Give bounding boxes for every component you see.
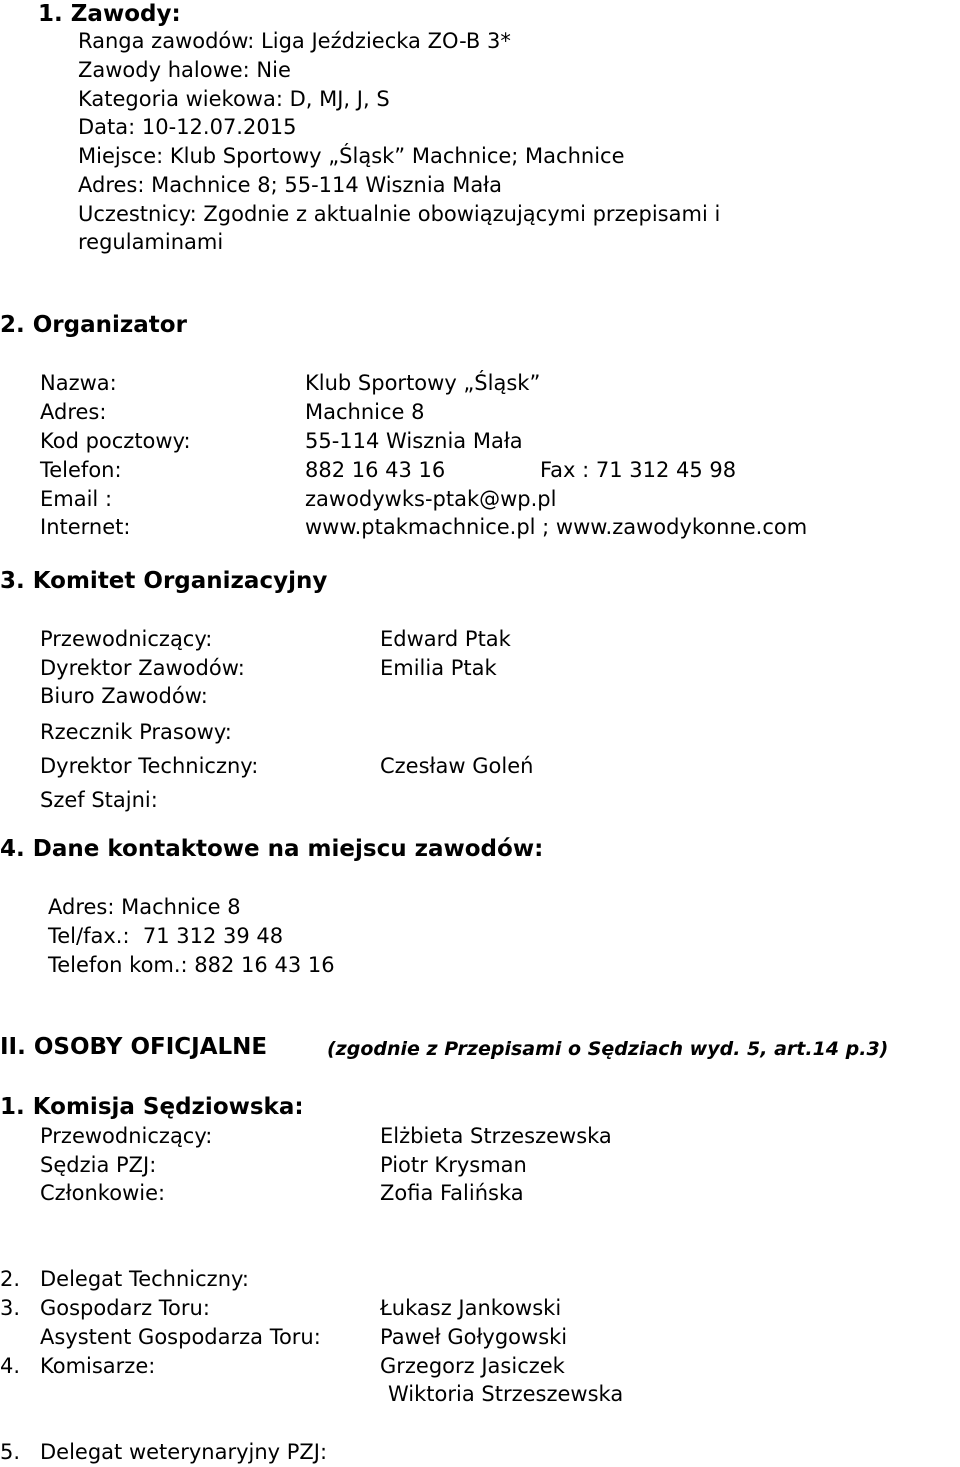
contact-telfax: Tel/fax.: 71 312 39 48 (48, 924, 284, 948)
committee-value-director: Emilia Ptak (380, 656, 497, 680)
judges-value-chair: Elżbieta Strzeszewska (380, 1124, 612, 1148)
section-1-heading: 1. Zawody: (38, 1, 181, 27)
item-3b-value: Paweł Gołygowski (380, 1325, 568, 1349)
item-2-num: 2. (0, 1267, 21, 1291)
org-label-address: Adres: (40, 400, 107, 424)
item-2-label: Delegat Techniczny: (40, 1267, 249, 1291)
officials-note: (zgodnie z Przepisami o Sędziach wyd. 5, art.14 p.3) (327, 1038, 889, 1060)
committee-label-press: Rzecznik Prasowy: (40, 720, 232, 744)
org-label-postcode: Kod pocztowy: (40, 429, 191, 453)
indoor-line: Zawody halowe: Nie (78, 58, 291, 82)
competition-rank-line: Ranga zawodów: Liga Jeździecka ZO-B 3* (78, 29, 511, 53)
org-label-name: Nazwa: (40, 371, 117, 395)
item-5-num: 5. (0, 1440, 21, 1464)
item-3-num: 3. (0, 1296, 21, 1320)
judges-value-members: Zofia Falińska (380, 1181, 524, 1205)
judges-label-members: Członkowie: (40, 1181, 166, 1205)
org-value-phone: 882 16 43 16 (305, 458, 446, 482)
org-value-address: Machnice 8 (305, 400, 425, 424)
org-value-internet: www.ptakmachnice.pl ; www.zawodykonne.com (305, 515, 808, 539)
committee-value-technical: Czesław Goleń (380, 754, 534, 778)
participants-line: Uczestnicy: Zgodnie z aktualnie obowiązującymi przepisami i (78, 202, 721, 226)
judges-label-chair: Przewodniczący: (40, 1124, 213, 1148)
org-value-postcode: 55-114 Wisznia Mała (305, 429, 523, 453)
participants-line-cont: regulaminami (78, 230, 224, 254)
judges-heading: 1. Komisja Sędziowska: (0, 1094, 304, 1120)
org-label-phone: Telefon: (40, 458, 122, 482)
item-4-value: Grzegorz Jasiczek (380, 1354, 565, 1378)
date-line: Data: 10-12.07.2015 (78, 115, 297, 139)
item-4b-value: Wiktoria Strzeszewska (388, 1382, 624, 1406)
committee-label-chair: Przewodniczący: (40, 627, 213, 651)
section-3-heading: 3. Komitet Organizacyjny (0, 568, 328, 594)
age-category-line: Kategoria wiekowa: D, MJ, J, S (78, 87, 390, 111)
org-value-email: zawodywks-ptak@wp.pl (305, 487, 557, 511)
item-4-num: 4. (0, 1354, 21, 1378)
section-4-heading: 4. Dane kontaktowe na miejscu zawodów: (0, 836, 544, 862)
contact-address: Adres: Machnice 8 (48, 895, 241, 919)
item-4-label: Komisarze: (40, 1354, 156, 1378)
officials-heading: II. OSOBY OFICJALNE (0, 1034, 268, 1060)
address-line: Adres: Machnice 8; 55-114 Wisznia Mała (78, 173, 503, 197)
item-5-label: Delegat weterynaryjny PZJ: (40, 1440, 328, 1464)
org-value-fax: Fax : 71 312 45 98 (540, 458, 737, 482)
committee-value-chair: Edward Ptak (380, 627, 511, 651)
org-value-name: Klub Sportowy „Śląsk” (305, 371, 541, 395)
contact-mobile: Telefon kom.: 882 16 43 16 (48, 953, 335, 977)
committee-label-stable: Szef Stajni: (40, 788, 158, 812)
committee-label-office: Biuro Zawodów: (40, 684, 208, 708)
judges-value-pzj: Piotr Krysman (380, 1153, 527, 1177)
item-3b-label: Asystent Gospodarza Toru: (40, 1325, 321, 1349)
committee-label-technical: Dyrektor Techniczny: (40, 754, 259, 778)
item-3-label: Gospodarz Toru: (40, 1296, 210, 1320)
org-label-internet: Internet: (40, 515, 131, 539)
committee-label-director: Dyrektor Zawodów: (40, 656, 245, 680)
section-2-heading: 2. Organizator (0, 312, 187, 338)
item-3-value: Łukasz Jankowski (380, 1296, 562, 1320)
venue-line: Miejsce: Klub Sportowy „Śląsk” Machnice; Machnice (78, 144, 625, 168)
judges-label-pzj: Sędzia PZJ: (40, 1153, 157, 1177)
org-label-email: Email : (40, 487, 113, 511)
